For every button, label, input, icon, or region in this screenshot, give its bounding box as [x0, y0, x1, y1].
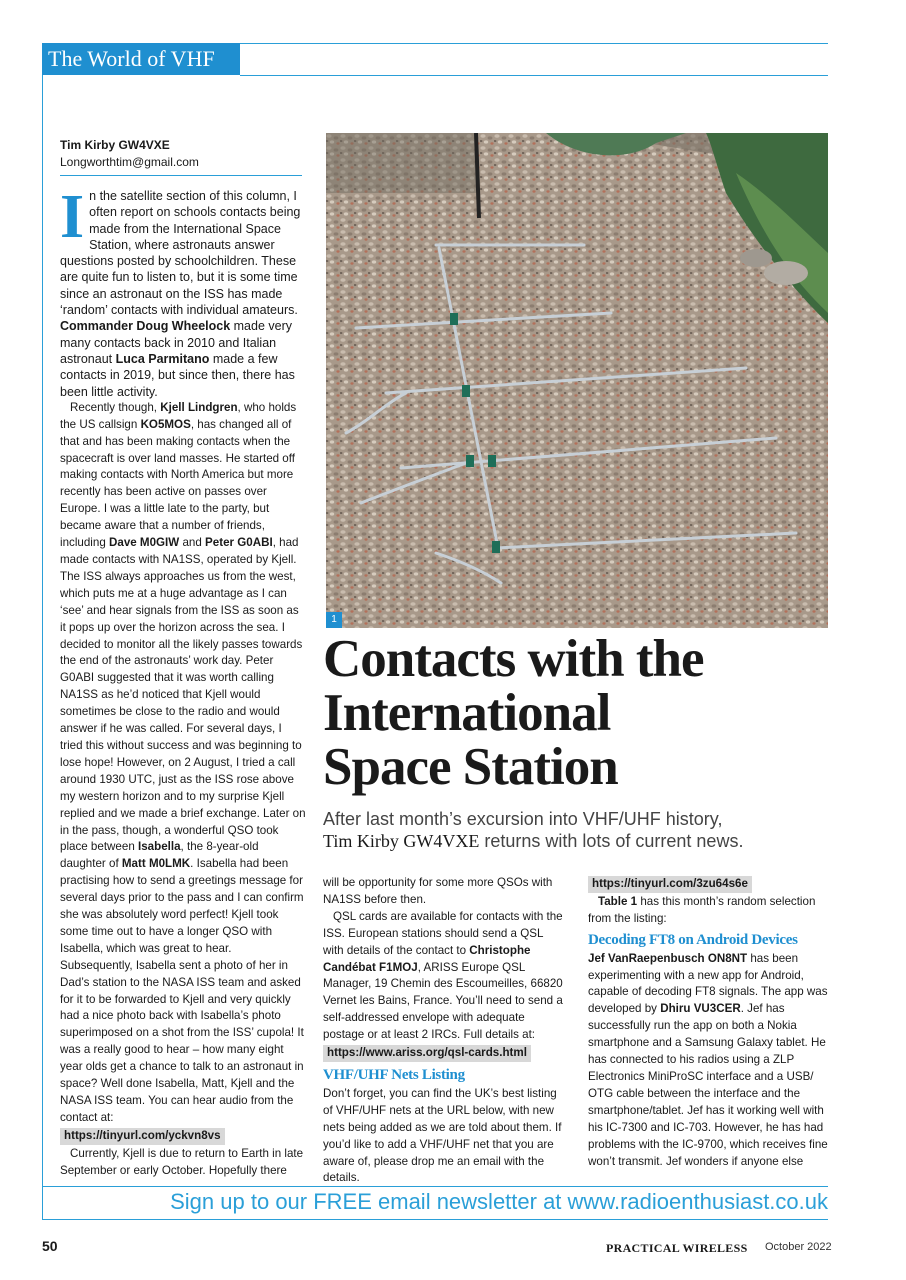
magazine-title: PRACTICAL WIRELESS	[606, 1241, 748, 1255]
para-text: , had made contacts with NA1SS, operated by Kjell. The ISS always approaches us from the west, which puts me at a huge advantage as I can ‘see’ and hear signals from the ISS as soon as it pops up over the horizon across the sea. I decided to monitor all the likely passes towards the end of the astronauts’ work day. Peter G0ABI suggested that it was worth calling NA1SS as he’d noticed that Kjell would sometimes be close to the radio and would answer if he was called. For several days, I tried this without success and was beginning to lose hope! However, on 2 August, I tried a call around 1930 UTC, just as the ISS rose above my western horizon and to my surprise Kjell replied and we made a brief exchange. Later on in the pass, though, a wonderful QSO took place between	[60, 536, 306, 854]
para-text: QSL cards are available for contacts with the ISS. European stations should send a QSL with details of the contact to	[323, 909, 563, 957]
drop-cap: I	[60, 183, 85, 251]
subhead-ft8-android: Decoding FT8 on Android Devices	[588, 931, 798, 948]
standfirst-text: After last month’s excursion into VHF/UHF history,	[323, 809, 723, 829]
url-nets-listing[interactable]: https://tinyurl.com/3zu64s6e	[588, 876, 752, 893]
subhead-nets-listing: VHF/UHF Nets Listing	[323, 1066, 465, 1083]
article-column-2	[323, 875, 565, 1187]
para-text: Recently though,	[70, 400, 161, 414]
name-isabella: Isabella	[138, 840, 181, 854]
para-text: will be opportunity for some more QSOs with NA1SS before then.	[323, 876, 553, 906]
intro-text-2: made very many contacts back in 2010 and Italian astronaut	[60, 319, 293, 366]
newsletter-banner[interactable]: Sign up to our FREE email newsletter at www.radioenthusiast.co.uk	[170, 1189, 828, 1214]
standfirst-text-2: returns with lots of current news.	[479, 831, 744, 851]
name-m0lmk: Matt M0LMK	[121, 857, 191, 871]
callsign-ko5mos: KO5MOS	[140, 417, 191, 431]
intro-text: n the satellite section of this column, I often report on schools contacts being made from the International Space Station, where astronauts answer questions posted by schoolchildren. These are quite fun to listen to, but it is some time since an astronaut on the ISS has made ‘random’ contacts with individual amateurs.	[60, 189, 301, 318]
section-tab: The World of VHF	[42, 43, 240, 75]
article-column-3	[588, 875, 828, 1170]
name-vu3cer: Dhiru VU3CER	[660, 1002, 741, 1016]
para-text: and	[179, 536, 206, 550]
name-f1moj: Christophe Candébat F1MOJ	[323, 943, 531, 974]
photo-number-badge: 1	[326, 612, 342, 628]
para-text: . Isabella had been practising how to send a greetings message for several days prior to the pass and I can confirm she was absolutely word perfect! Kjell took some time out to have a longer QSO with Isabella, which was great to hear. Subsequently, Isabella sent a photo of her in Dad’s station to the NASA ISS team and asked for it to be forwarded to Kjell and very quickly had a nice photo back with Isabella’s photo superimposed on a shot from the ISS’ cupola! It was a really good to hear – how many eight year olds get a chance to talk to an astronaut in space? Well done Isabella, Matt, Kjell and the NASA ISS team. You can hear audio from the contact at:	[60, 857, 304, 1124]
intro-text-3: made a few contacts in 2019, but since then, there has been little activity.	[60, 351, 295, 399]
standfirst-author: Tim Kirby GW4VXE	[323, 831, 480, 851]
headline-line-3: Space Station	[323, 738, 618, 796]
antenna-photo	[326, 133, 828, 628]
name-lindgren: Kjell Lindgren	[160, 400, 238, 414]
para-text: , has changed all of that and has been making contacts when the spacecraft is over land masses. He started off making contacts with North America but more recently has been active on passes over Europe. I was a little late to the party, but became aware that a number of friends, including	[60, 417, 295, 550]
para-text: , who holds the US callsign	[60, 400, 297, 431]
yagi-antenna-illustration	[326, 133, 828, 628]
table-reference: Table 1	[598, 894, 638, 908]
author-email[interactable]: Longworthtim@gmail.com	[60, 155, 199, 169]
headline-line-1: Contacts with the	[323, 630, 704, 688]
para-text: , ARISS Europe QSL Manager, 19 Chemin des Escoumeilles, 66820 Vernet les Bains, France. You’ll need to send a self-addressed envelope with adequate postage or at least 2 IRCs. Full details at:	[323, 960, 563, 1042]
issue-date: October 2022	[765, 1241, 832, 1253]
name-on8nt: Jef VanRaepenbusch ON8NT	[588, 951, 748, 965]
page-number: 50	[42, 1238, 58, 1254]
para-text: , the 8-year-old daughter of	[60, 840, 259, 871]
url-qsl-cards[interactable]: https://www.ariss.org/qsl-cards.html	[323, 1045, 531, 1062]
standfirst	[323, 808, 828, 852]
para-text: has been experimenting with a new app for Android, capable of decoding FT8 signals. The app was developed by	[588, 951, 828, 1016]
para-text: Currently, Kjell is due to return to Earth in late September or early October. Hopefully there	[60, 1146, 304, 1177]
para-text: Don’t forget, you can find the UK’s best listing of VHF/UHF nets at the URL below, with new nets being added as we are told about them. If you’d like to add a VHF/UHF net that you are aware of, please drop me an email with the details.	[323, 1086, 562, 1185]
para-text: has this month’s random selection from the listing:	[588, 894, 816, 925]
name-wheelock: Commander Doug Wheelock	[60, 319, 231, 334]
left-rule	[42, 75, 43, 1220]
author-name: Tim Kirby GW4VXE	[60, 138, 170, 152]
article-column-1	[60, 183, 306, 1180]
tab-rule	[240, 75, 828, 76]
author-rule	[60, 175, 302, 176]
para-text: . Jef has successfully run the app on both a Nokia smartphone and a Samsung Galaxy tablet. He has connected to his radios using a ZLP Electronics MiniProSC interface and a USB/ OTG cable between the interface and the smartphone/tablet. Jef has it working well with his IC-7300 and IC-703. However, he has had problems with the IC-9700, which receives fine won’t transmit. Jef wonders if anyone else	[588, 1002, 828, 1168]
url-audio[interactable]: https://tinyurl.com/yckvn8vs	[60, 1128, 225, 1145]
article-headline	[323, 632, 828, 794]
headline-line-2: International	[323, 684, 611, 742]
name-parmitano: Luca Parmitano	[115, 351, 210, 366]
name-g0abi: Peter G0ABI	[205, 536, 273, 550]
name-m0giw: Dave M0GIW	[109, 536, 180, 550]
footer-bar-rule	[42, 1219, 828, 1220]
footer-rule	[42, 1186, 828, 1187]
